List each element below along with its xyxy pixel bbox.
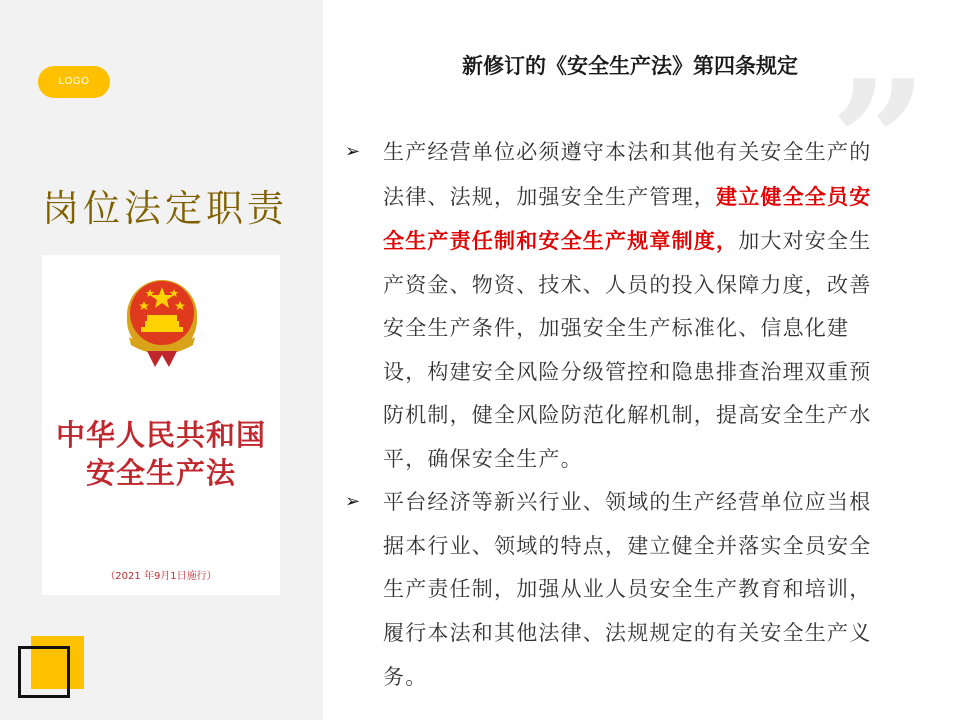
book-effective-date: （2021 年9月1日施行） [105,571,217,582]
list-item [345,481,890,700]
logo-badge: LOGO [38,66,110,98]
bullet-text [383,481,890,700]
book-title-line1: 中华人民共和国 [55,418,266,452]
book-cover-image [42,255,280,595]
page-title: 新修订的《安全生产法》第四条规定 [462,53,798,78]
bullet-list [345,131,890,700]
book-title-line2: 安全生产法 [85,456,236,490]
section-title: 岗位法定职责 [42,187,288,230]
bullet-highlight: 建立健全全员安全生产责任制和安全生产规章制度， [383,183,872,253]
decorative-outline-square [18,646,70,698]
arrow-bullet-icon: ➢ [345,141,361,162]
national-emblem-icon [117,265,207,369]
bullet-text [383,131,890,481]
bullet-text-before: 平台经济等新兴行业、领域的生产经营单位应当根据本行业、领域的特点，建立健全并落实全员安全生产责任制，加强从业人员安全生产教育和培训，履行本法和其他法律、法规规定的有关安全生产义务。 [383,490,872,689]
list-item [345,131,890,481]
arrow-bullet-icon: ➢ [345,491,361,512]
bullet-text-before: 生产经营单位必须遵守本法和其他有关安全生产的法律、法规，加强安全生产管理， [383,140,872,209]
quote-mark-icon: ” [830,43,928,243]
bullet-text-after: 加大对安全生产资金、物资、技术、人员的投入保障力度，改善安全生产条件，加强安全生产标准化、信息化建设，构建安全风险分级管控和隐患排查治理双重预防机制，健全风险防范化解机制，提高安全生产水平，确保安全生产。 [383,229,872,471]
